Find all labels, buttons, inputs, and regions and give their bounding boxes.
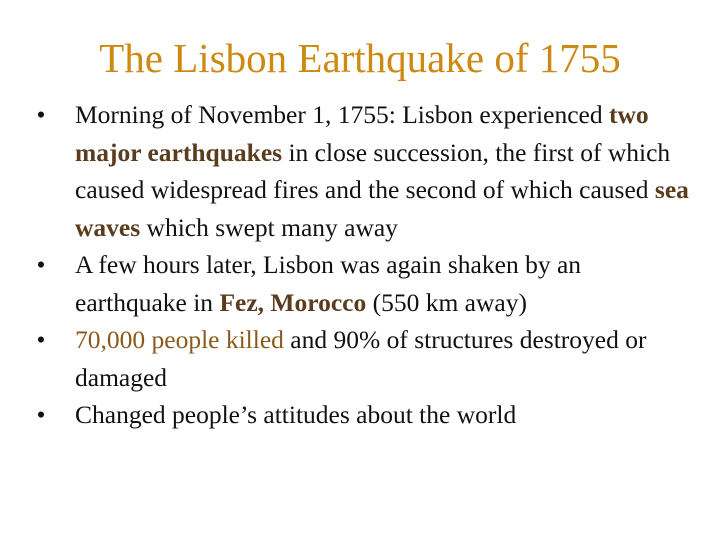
bullet-text: and 90% of structures destroyed or damaged [75,325,647,392]
bullet-text: in close succession, the first of which caused widespread fires and the second of which caused [75,137,671,204]
bullet-item [26,396,696,434]
bullet-icon: • [36,250,46,279]
bullet-text: which swept many away [140,212,398,242]
emphasis-text: sea waves [75,175,689,242]
bullet-text: Morning of November 1, 1755: Lisbon experienced [75,100,609,129]
slide-title: The Lisbon Earthquake of 1755 [99,35,621,81]
bullet-icon: • [36,325,46,354]
emphasis-text: 70,000 people killed [75,325,284,354]
bullet-list [26,96,696,434]
bullet-item [26,321,696,396]
bullet-text: A few hours later, Lisbon was again shaken by an earthquake in [75,250,582,317]
bullet-item [26,246,696,321]
bullet-text: Changed people’s attitudes about the world [75,400,517,429]
bullet-text: (550 km away) [366,287,527,317]
emphasis-text: two major earthquakes [75,100,649,167]
bullet-icon: • [36,400,46,429]
bullet-item [26,96,696,246]
emphasis-text: Fez, Morocco [219,287,367,317]
bullet-icon: • [36,100,46,129]
